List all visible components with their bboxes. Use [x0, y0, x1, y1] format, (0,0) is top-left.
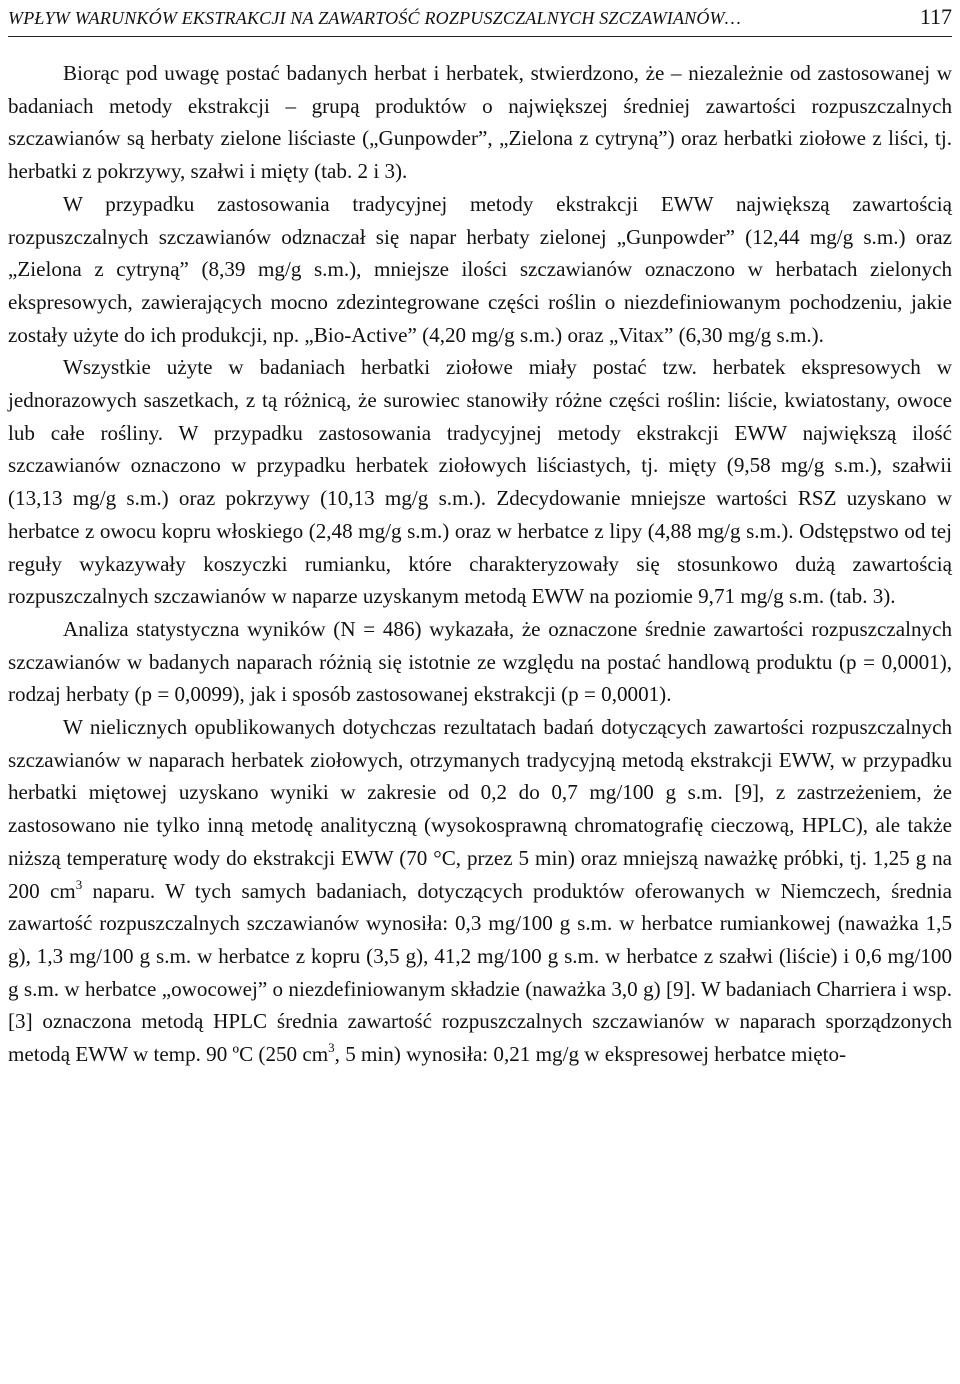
running-title: WPŁYW WARUNKÓW EKSTRAKCJI NA ZAWARTOŚĆ ROZPUSZCZALNYCH SZCZAWIANÓW… [8, 8, 741, 28]
superscript: 3 [328, 1040, 335, 1056]
article-body [8, 57, 952, 1071]
page-header [8, 2, 952, 37]
paragraph [8, 711, 952, 1071]
paragraph: Biorąc pod uwagę postać badanych herbat i herbatek, stwierdzono, że – niezależnie od zastosowanej w badaniach metody ekstrakcji – grupą produktów o największej średniej zawartości rozpuszczalnych szczawianów są herbaty zielone liściaste („Gunpowder”, „Zielona z cytryną”) oraz herbatki ziołowe z liści, tj. herbatki z pokrzywy, szałwi i mięty (tab. 2 i 3). [8, 61, 952, 184]
paragraph-text: W nielicznych opublikowanych dotychczas rezultatach badań dotyczących zawartości rozpuszczalnych szczawianów w naparach herbatek ziołowych, otrzymanych tradycyjną metodą ekstrakcji EWW, w przypadku herbatki miętowej uzyskano wyniki w zakresie od 0,2 do 0,7 mg/100 g s.m. [9], z zastrzeżeniem, że zastosowano nie tylko inną metodę analityczną (wysokosprawną chromatografię cieczową, HPLC), ale także niższą temperaturę wody do ekstrakcji EWW (70 °C, przez 5 min) oraz mniejszą naważkę próbki, tj. 1,25 g na 200 cm [8, 715, 952, 903]
page-number: 117 [919, 4, 952, 29]
document-page [8, 0, 952, 1071]
paragraph-text: naparu. W tych samych badaniach, dotyczących produktów oferowanych w Niemczech, średnia zawartość rozpuszczalnych szczawianów wynosiła: 0,3 mg/100 g s.m. w herbatce rumiankowej (naważka 1,5 g), 1,3 mg/100 g s.m. w herbatce z kopru (3,5 g), 41,2 mg/100 g s.m. w herbatce z szałwi (liście) i 0,6 mg/100 g s.m. w herbatce „owocowej” o niezdefiniowanym składzie (naważka 3,0 g) [9]. W badaniach Charriera i wsp. [3] oznaczona metodą HPLC średnia zawartość rozpuszczalnych szczawianów w naparach sporządzonych metodą EWW w temp. 90 ºC (250 cm [8, 878, 953, 1067]
paragraph: Wszystkie użyte w badaniach herbatki ziołowe miały postać tzw. herbatek ekspresowych w jednorazowych saszetkach, z tą różnicą, że surowiec stanowiły różne części roślin: liście, kwiatostany, owoce lub całe rośliny. W przypadku zastosowania tradycyjnej metody ekstrakcji EWW największą ilość szczawianów oznaczono w przypadku herbatek ziołowych liściastych, tj. mięty (9,58 mg/g s.m.), szałwii (13,13 mg/g s.m.) oraz pokrzywy (10,13 mg/g s.m.). Zdecydowanie mniejsze wartości RSZ uzyskano w herbatce z owocu kopru włoskiego (2,48 mg/g s.m.) oraz w herbatce z lipy (4,88 mg/g s.m.). Odstępstwo od tej reguły wykazywały koszyczki rumianku, które charakteryzowały się stosunkowo dużą zawartością rozpuszczalnych szczawianów w naparze uzyskanym metodą EWW na poziomie 9,71 mg/g s.m. (tab. 3). [8, 355, 952, 609]
paragraph: W przypadku zastosowania tradycyjnej metody ekstrakcji EWW największą zawartością rozpuszczalnych szczawianów odznaczał się napar herbaty zielonej „Gunpowder” (12,44 mg/g s.m.) oraz „Zielona z cytryną” (8,39 mg/g s.m.), mniejsze ilości szczawianów oznaczono w herbatach zielonych ekspresowych, zawierających mocno zdezintegrowane części roślin o niezdefiniowanym pochodzeniu, jakie zostały użyte do ich produkcji, np. „Bio-Active” (4,20 mg/g s.m.) oraz „Vitax” (6,30 mg/g s.m.). [8, 191, 952, 347]
paragraph-text: , 5 min) wynosiła: 0,21 mg/g w ekspresowej herbatce mięto- [334, 1042, 847, 1067]
superscript: 3 [75, 876, 83, 892]
paragraph: Analiza statystyczna wyników (N = 486) wykazała, że oznaczone średnie zawartości rozpuszczalnych szczawianów w badanych naparach różnią się istotnie ze względu na postać handlową produktu (p = 0,0001), rodzaj herbaty (p = 0,0099), jak i sposób zastosowanej ekstrakcji (p = 0,0001). [8, 616, 952, 707]
